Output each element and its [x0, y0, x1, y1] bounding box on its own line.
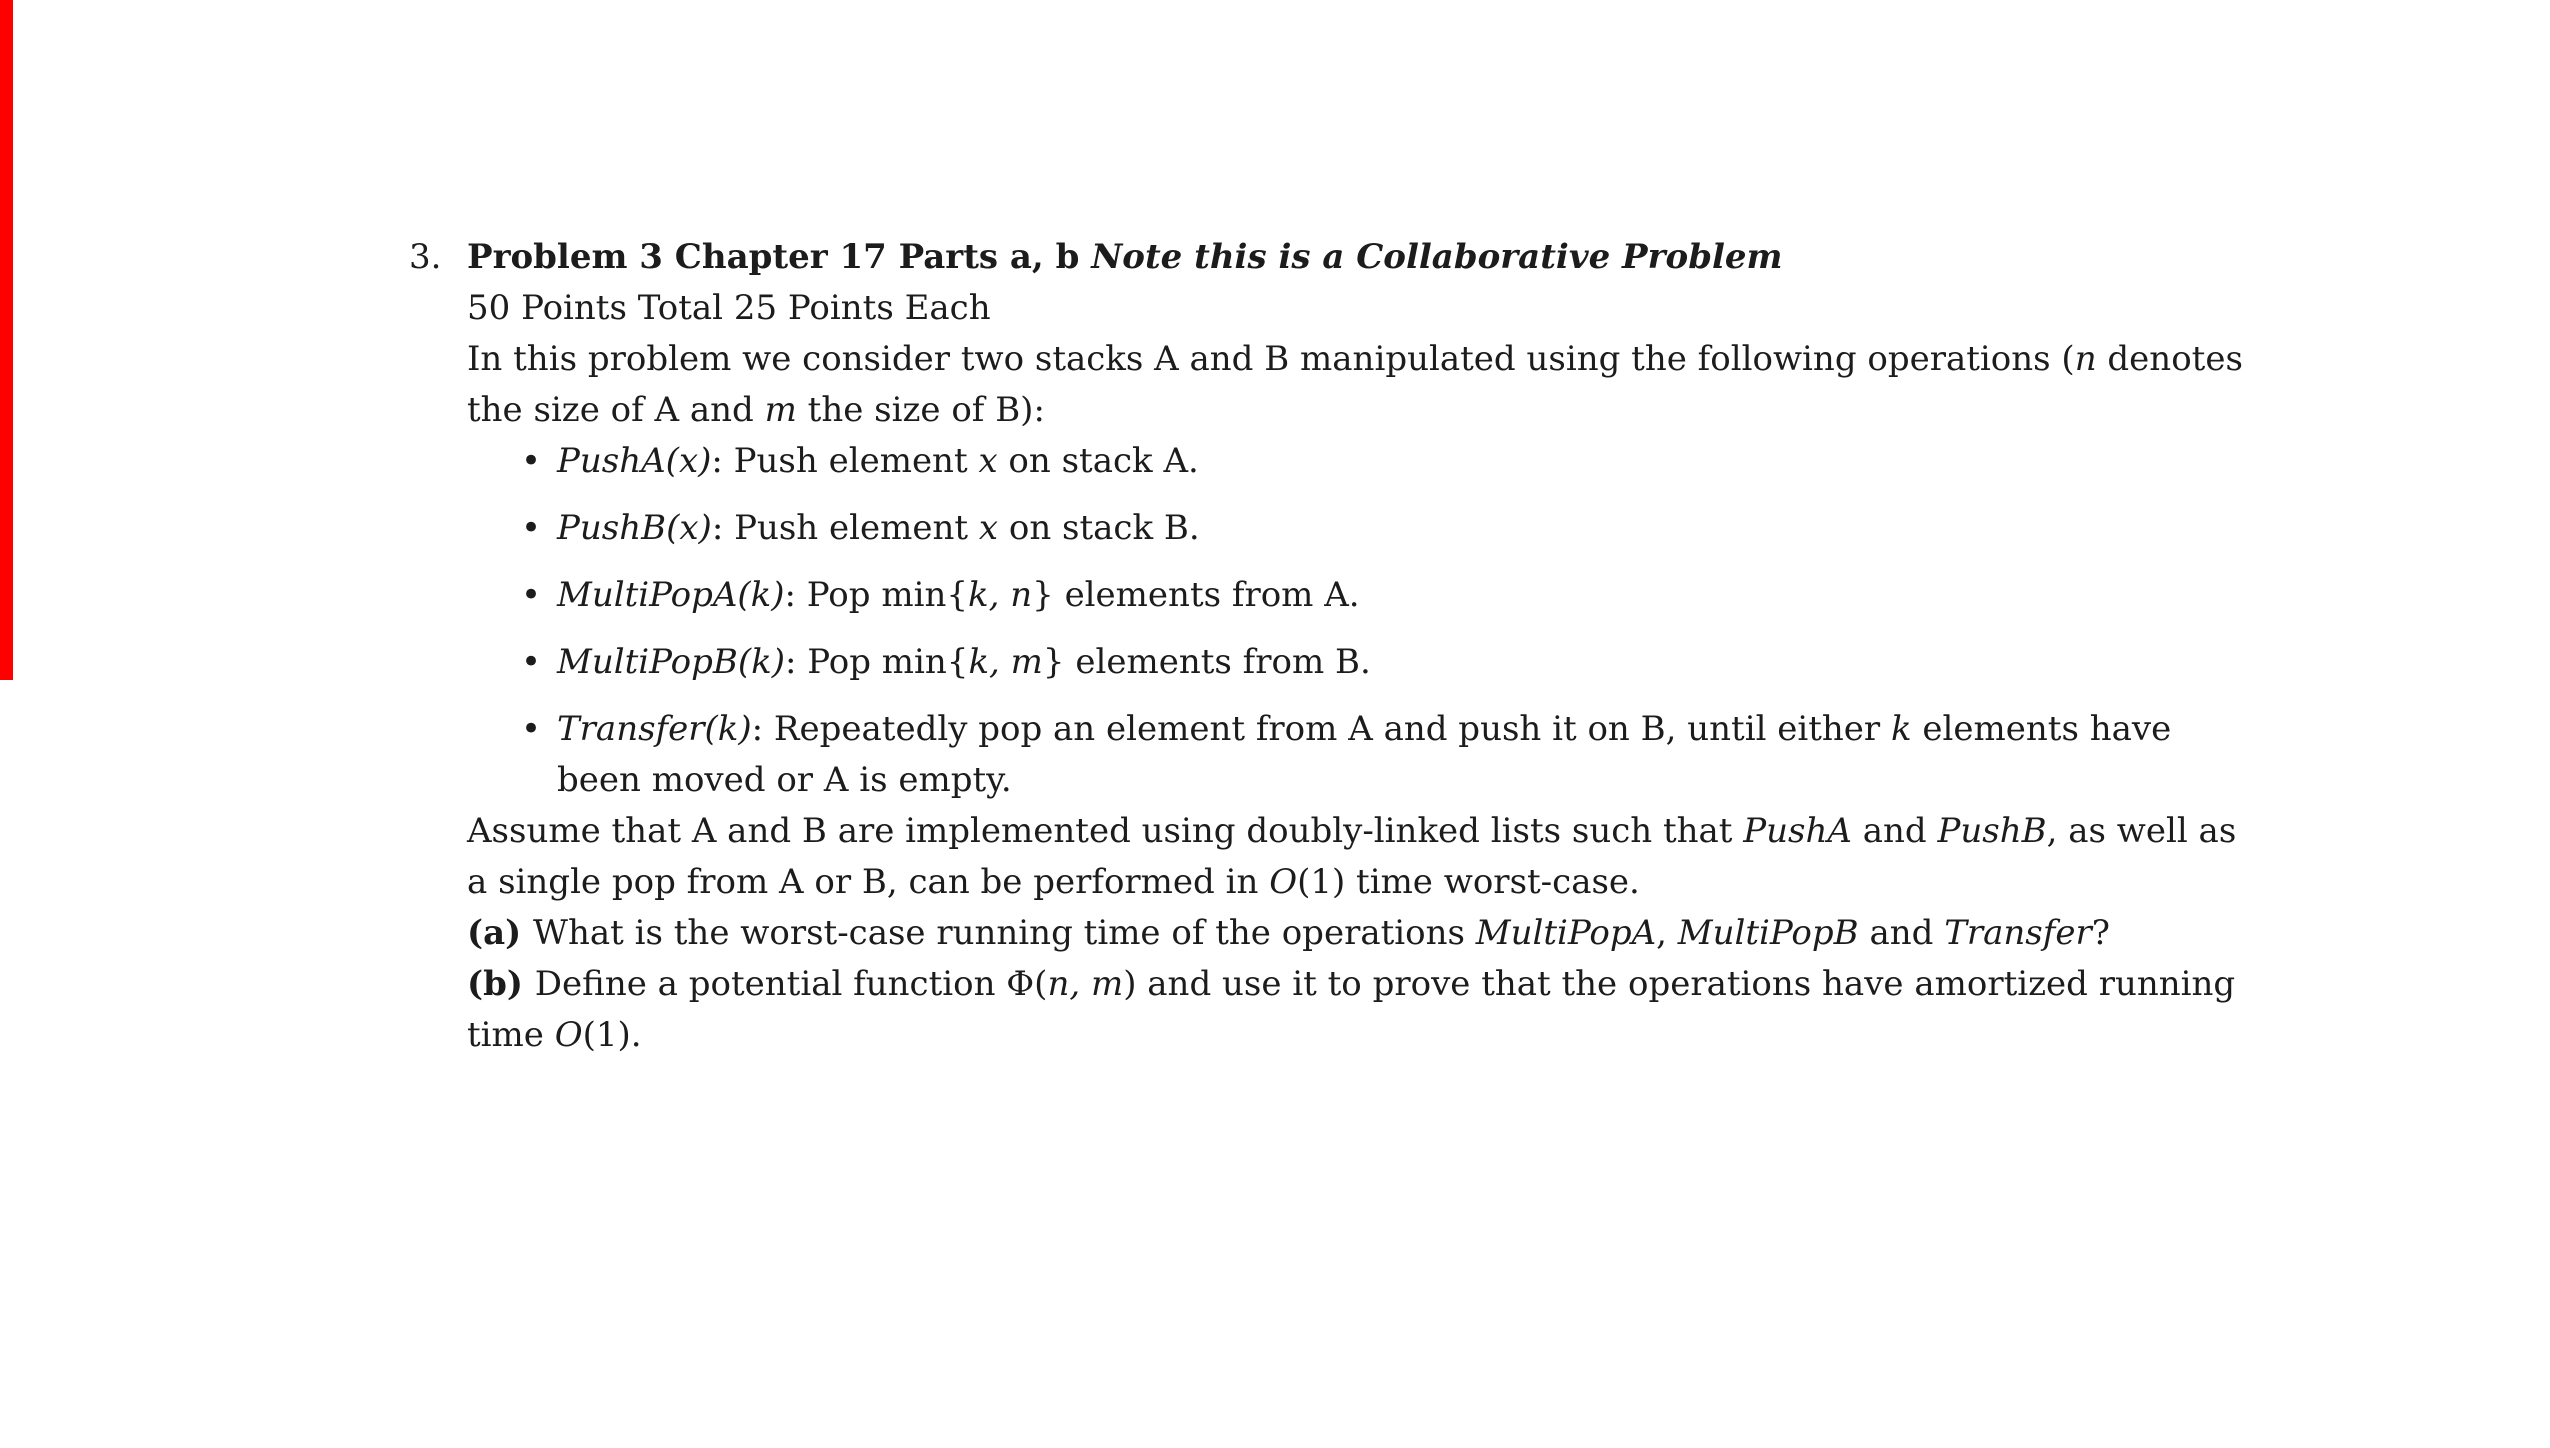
operation-item-pusha — [521, 436, 2257, 487]
operations-list — [467, 436, 2257, 806]
bullet-marker: • — [521, 642, 542, 682]
intro-paragraph: In this problem we consider two stacks A and B manipulated using the following operations (n denotes the size of A and m the size of B): — [467, 339, 2243, 430]
problem-document — [409, 232, 2257, 1061]
bullet-marker: • — [521, 441, 542, 481]
operation-text: PushA(x): Push element x on stack A. — [557, 441, 1199, 481]
operation-text: Transfer(k): Repeatedly pop an element from A and push it on B, until either k elements have been moved or A is empty. — [557, 709, 2172, 800]
operation-item-multipopb — [521, 637, 2257, 688]
part-a-paragraph: (a) What is the worst-case running time of the operations MultiPopA, MultiPopB and Transfer? — [467, 913, 2110, 953]
operation-text: MultiPopA(k): Pop min{k, n} elements from A. — [557, 575, 1360, 615]
problem-heading-text: Problem 3 Chapter 17 Parts a, b Note this is a Collaborative Problem — [467, 237, 1783, 277]
operation-item-transfer — [521, 704, 2257, 806]
assumption-paragraph: Assume that A and B are implemented using doubly-linked lists such that PushA and PushB, as well as a single pop from A or B, can be performed in O(1) time worst-case. — [467, 811, 2237, 902]
bullet-marker: • — [521, 709, 542, 749]
points-line: 50 Points Total 25 Points Each — [467, 288, 991, 328]
bullet-marker: • — [521, 508, 542, 548]
operation-text: PushB(x): Push element x on stack B. — [557, 508, 1200, 548]
bullet-marker: • — [521, 575, 542, 615]
red-edge-bar — [0, 0, 13, 680]
operation-item-multipopa — [521, 570, 2257, 621]
problem-number: 3. — [409, 237, 442, 277]
part-b-paragraph: (b) Define a potential function Φ(n, m) and use it to prove that the operations have amortized running time O(1). — [467, 964, 2236, 1055]
operation-item-pushb — [521, 503, 2257, 554]
problem-heading — [409, 232, 2257, 283]
operation-text: MultiPopB(k): Pop min{k, m} elements from B. — [557, 642, 1371, 682]
